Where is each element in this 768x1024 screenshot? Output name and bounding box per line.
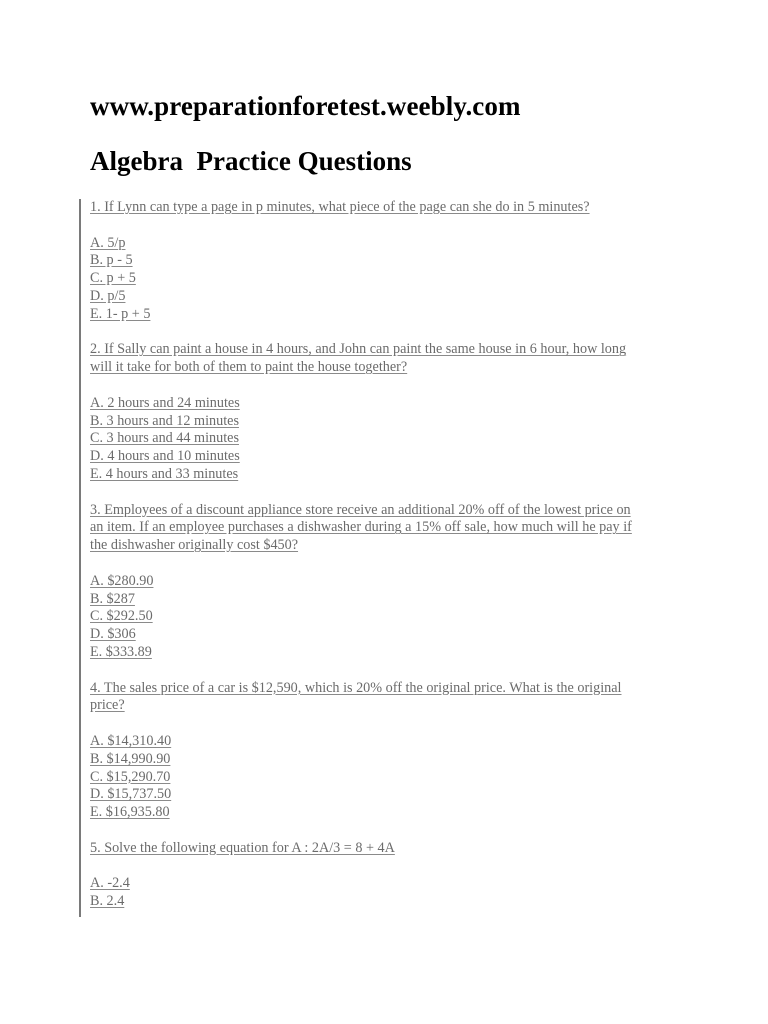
- spacer: [90, 662, 679, 680]
- answer-options: [90, 573, 679, 662]
- answer-option[interactable]: C. p + 5: [90, 270, 136, 287]
- spacer: [90, 484, 679, 502]
- answer-option[interactable]: A. $280.90: [90, 572, 154, 589]
- answer-option[interactable]: D. p/5: [90, 287, 126, 304]
- question-text[interactable]: 5. Solve the following equation for A : 2A/3 = 8 + 4A: [90, 839, 395, 856]
- question-1: [90, 199, 679, 324]
- answer-option[interactable]: A. -2.4: [90, 875, 130, 892]
- question-5: [90, 840, 679, 911]
- spacer: [90, 324, 679, 342]
- question-text[interactable]: the dishwasher originally cost $450?: [90, 537, 299, 554]
- question-text[interactable]: 3. Employees of a discount appliance store receive an additional 20% off of the lowest price on: [90, 501, 631, 518]
- question-text[interactable]: will it take for both of them to paint the house together?: [90, 359, 408, 376]
- questions-block: [79, 199, 679, 917]
- answer-option[interactable]: C. 3 hours and 44 minutes: [90, 430, 239, 447]
- answer-option[interactable]: D. $15,737.50: [90, 786, 172, 803]
- page-title: Algebra Practice Questions: [90, 146, 412, 176]
- question-text[interactable]: 4. The sales price of a car is $12,590, which is 20% off the original price. What is the original: [90, 679, 622, 696]
- question-text[interactable]: an item. If an employee purchases a dishwasher during a 15% off sale, how much will he pay if: [90, 519, 632, 536]
- answer-option[interactable]: E. 4 hours and 33 minutes: [90, 465, 239, 482]
- answer-option[interactable]: B. 3 hours and 12 minutes: [90, 412, 239, 429]
- answer-option[interactable]: A. $14,310.40: [90, 732, 172, 749]
- question-text[interactable]: 1. If Lynn can type a page in p minutes, what piece of the page can she do in 5 minutes?: [90, 199, 590, 215]
- answer-option[interactable]: E. $333.89: [90, 643, 152, 660]
- answer-option[interactable]: D. $306: [90, 626, 136, 643]
- answer-option[interactable]: E. $16,935.80: [90, 804, 170, 821]
- question-text[interactable]: price?: [90, 697, 125, 714]
- question-2: [90, 341, 679, 483]
- answer-option[interactable]: E. 1- p + 5: [90, 305, 151, 322]
- answer-options: [90, 733, 679, 822]
- answer-option[interactable]: A. 5/p: [90, 234, 126, 251]
- answer-option[interactable]: D. 4 hours and 10 minutes: [90, 448, 240, 465]
- answer-options: [90, 875, 679, 911]
- answer-option[interactable]: B. p - 5: [90, 252, 133, 269]
- question-3: [90, 502, 679, 662]
- question-4: [90, 680, 679, 822]
- answer-option[interactable]: C. $15,290.70: [90, 768, 171, 785]
- answer-option[interactable]: C. $292.50: [90, 608, 153, 625]
- answer-option[interactable]: B. $287: [90, 590, 135, 607]
- answer-option[interactable]: B. $14,990.90: [90, 750, 171, 767]
- spacer: [90, 822, 679, 840]
- answer-option[interactable]: B. 2.4: [90, 893, 125, 910]
- answer-options: [90, 235, 679, 324]
- answer-option[interactable]: A. 2 hours and 24 minutes: [90, 394, 240, 411]
- answer-options: [90, 395, 679, 484]
- site-url-heading: www.preparationforetest.weebly.com: [90, 91, 521, 121]
- question-text[interactable]: 2. If Sally can paint a house in 4 hours, and John can paint the same house in 6 hour, how long: [90, 341, 627, 358]
